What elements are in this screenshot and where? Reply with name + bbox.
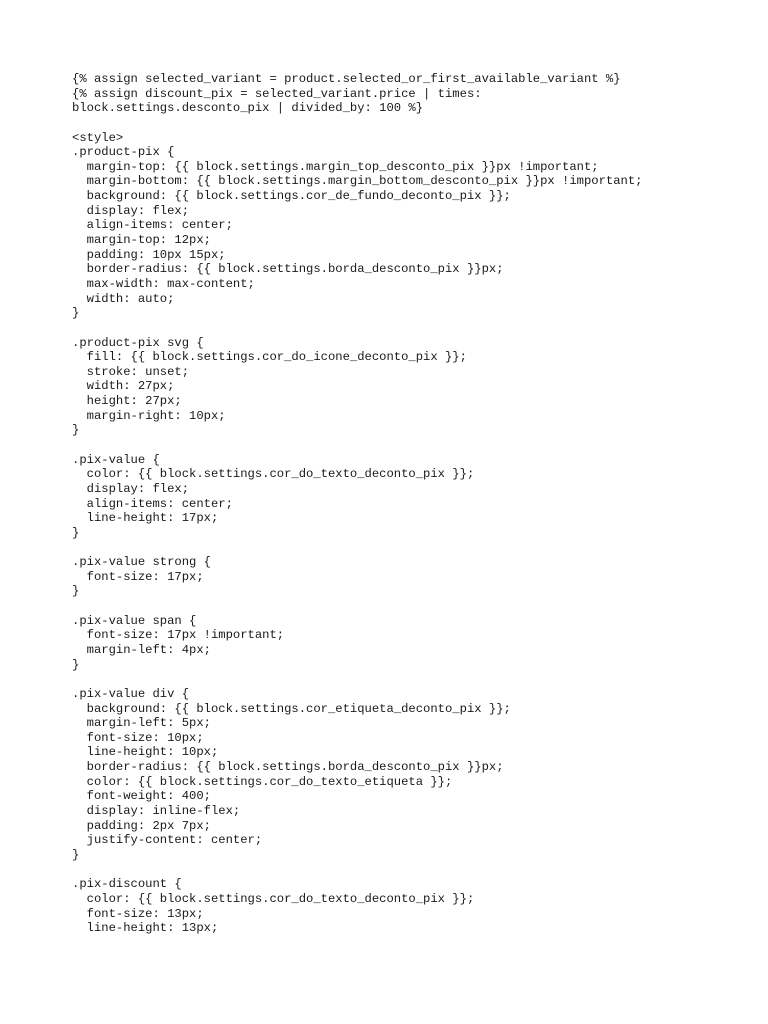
code-line: [72, 599, 642, 614]
code-line: margin-left: 5px;: [72, 716, 211, 731]
code-line: }: [72, 525, 80, 540]
code-line: margin-top: {{ block.settings.margin_top_desconto_pix }}px !important;: [72, 159, 599, 174]
code-line: margin-right: 10px;: [72, 408, 226, 423]
code-line: justify-content: center;: [72, 833, 263, 848]
code-line: display: inline-flex;: [72, 804, 241, 819]
code-block: [72, 72, 642, 936]
code-line: [72, 438, 642, 453]
code-line: border-radius: {{ block.settings.borda_desconto_pix }}px;: [72, 760, 504, 775]
code-line: .pix-value strong {: [72, 555, 211, 570]
code-line: }: [72, 584, 80, 599]
code-line: height: 27px;: [72, 394, 182, 409]
code-line: color: {{ block.settings.cor_do_texto_deconto_pix }};: [72, 891, 475, 906]
code-line: padding: 10px 15px;: [72, 247, 226, 262]
code-line: }: [72, 423, 80, 438]
code-line: font-size: 17px;: [72, 569, 204, 584]
code-line: line-height: 13px;: [72, 921, 219, 936]
code-line: {% assign selected_variant = product.selected_or_first_available_variant %}: [72, 72, 621, 86]
code-line: .pix-value div {: [72, 686, 190, 701]
code-line: margin-top: 12px;: [72, 233, 211, 248]
code-line: }: [72, 847, 80, 862]
code-line: font-size: 17px !important;: [72, 628, 285, 643]
code-line: [72, 116, 642, 131]
code-line: .pix-discount {: [72, 877, 182, 892]
code-line: margin-bottom: {{ block.settings.margin_bottom_desconto_pix }}px !important;: [72, 174, 643, 189]
code-line: line-height: 17px;: [72, 511, 219, 526]
code-line: .product-pix svg {: [72, 335, 204, 350]
code-line: align-items: center;: [72, 496, 233, 511]
code-line: font-size: 13px;: [72, 906, 204, 921]
code-line: display: flex;: [72, 481, 190, 496]
code-line: border-radius: {{ block.settings.borda_desconto_pix }}px;: [72, 262, 504, 277]
code-line: width: 27px;: [72, 379, 175, 394]
code-line: .pix-value span {: [72, 613, 197, 628]
code-line: [72, 863, 642, 878]
code-line: background: {{ block.settings.cor_etiqueta_deconto_pix }};: [72, 701, 511, 716]
code-line: color: {{ block.settings.cor_do_texto_deconto_pix }};: [72, 467, 475, 482]
code-line: }: [72, 306, 80, 321]
code-line: font-weight: 400;: [72, 789, 211, 804]
code-line: .product-pix {: [72, 145, 175, 160]
code-line: [72, 672, 642, 687]
code-line: }: [72, 657, 80, 672]
code-line: align-items: center;: [72, 218, 233, 233]
code-line: font-size: 10px;: [72, 730, 204, 745]
code-line: fill: {{ block.settings.cor_do_icone_deconto_pix }};: [72, 350, 467, 365]
code-line: [72, 321, 642, 336]
code-line: block.settings.desconto_pix | divided_by: 100 %}: [72, 101, 424, 116]
code-line: {% assign discount_pix = selected_variant.price | times:: [72, 86, 482, 101]
code-line: margin-left: 4px;: [72, 642, 211, 657]
code-line: line-height: 10px;: [72, 745, 219, 760]
code-line: .pix-value {: [72, 452, 160, 467]
code-line: background: {{ block.settings.cor_de_fundo_deconto_pix }};: [72, 189, 511, 204]
code-line: [72, 541, 642, 556]
code-line: display: flex;: [72, 203, 190, 218]
code-line: <style>: [72, 130, 124, 145]
code-line: width: auto;: [72, 291, 175, 306]
code-line: color: {{ block.settings.cor_do_texto_etiqueta }};: [72, 774, 453, 789]
code-line: stroke: unset;: [72, 364, 190, 379]
code-line: padding: 2px 7px;: [72, 818, 211, 833]
code-line: max-width: max-content;: [72, 276, 255, 291]
